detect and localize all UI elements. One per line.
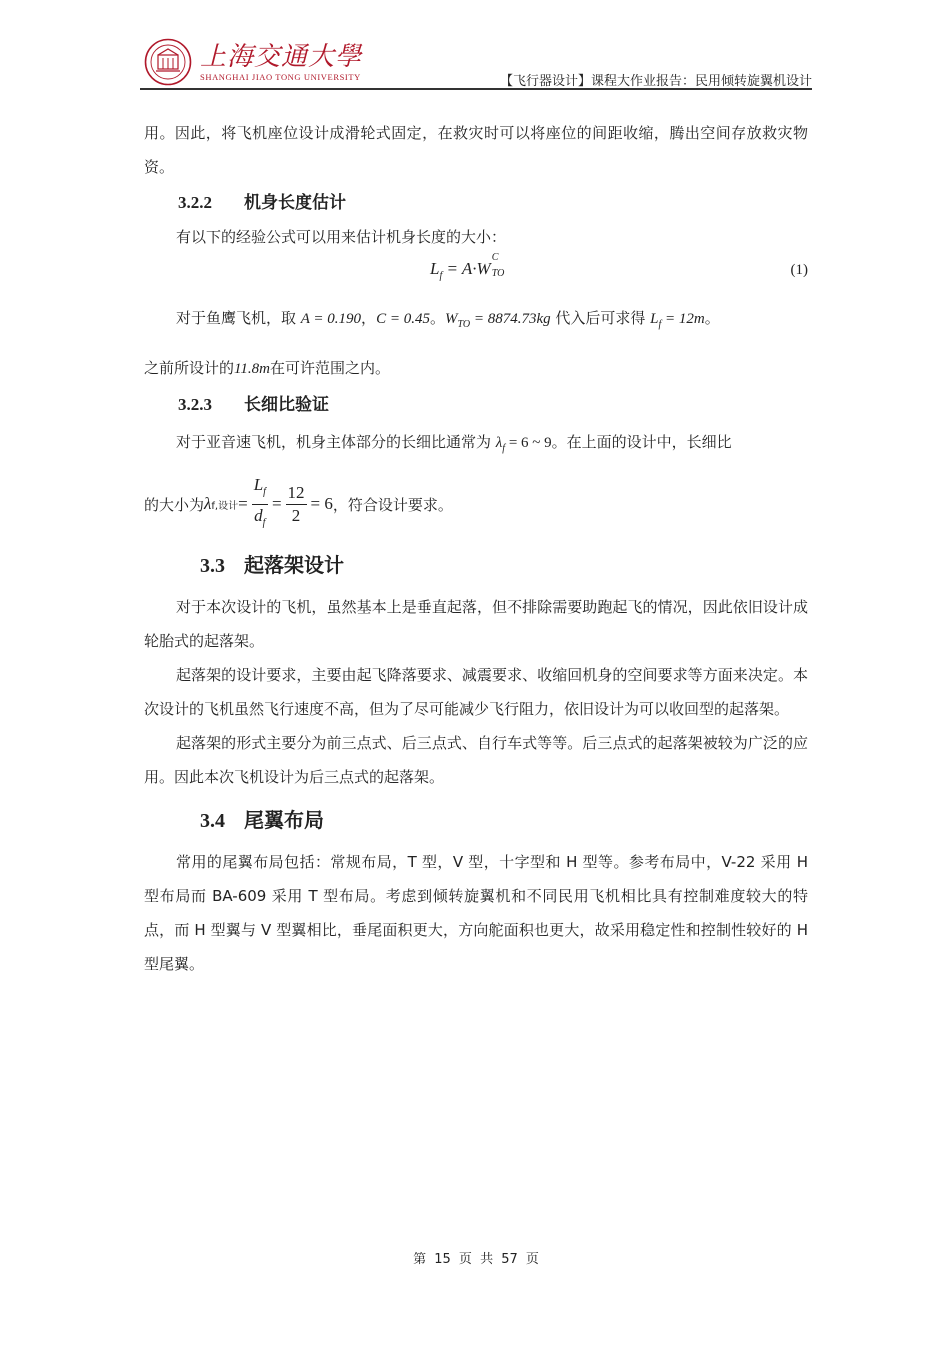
equation-body: $L_f = A\cdot W$ C TO [430,252,505,282]
section-3-2-2-heading [144,186,808,220]
section-title: 长细比验证 [244,395,329,415]
section-number: 3.4 [200,810,225,832]
paragraph-landing-gear-2: 起落架的设计要求，主要由起飞降落要求、减震要求、收缩回机身的空间要求等方面来决定。本次设计的飞机虽然飞行速度不高，但为了尽可能减少飞行阻力，依旧设计为可以收回型的起落架。 [144,666,808,718]
page-number: 第 15 页 共 57 页 [413,1252,539,1267]
fraction-lf-over-df: $\frac{L_f}{d_f}$ [253,475,266,528]
section-number: 3.3 [200,555,225,577]
paragraph-tail-layout: 常用的尾翼布局包括：常规布局，T 型，V 型，十字型和 H 型等。参考布局中，V-22 采用 H 型布局而 BA-609 采用 T 型布局。考虑到倾转旋翼机和不同民用飞机相比具有控制难度较大的特点，而 H 型翼与 V 型翼相比，垂尾面积更大，方向舵面积也更大，故采用稳定性和控制性较好的 H 型尾翼。 [144,853,808,973]
section-title: 机身长度估计 [244,193,346,213]
page-body [144,116,808,981]
paragraph-intro: 用。因此，将飞机座位设计成滑轮式固定，在救灾时可以将座位的间距收缩，腾出空间存放救灾物资。 [144,124,808,176]
university-name-cn: 上海交通大學 [200,42,363,72]
section-title: 尾翼布局 [244,808,324,832]
university-seal-icon [144,38,192,86]
paragraph-landing-gear-1: 对于本次设计的飞机，虽然基本上是垂直起落，但不排除需要助跑起飞的情况，因此依旧设计成轮胎式的起落架。 [144,598,808,650]
equation-1 [144,254,808,298]
section-number: 3.2.2 [178,193,212,212]
fraction-12-over-2: $\frac{12}{2}$ [287,482,305,525]
page-header [140,34,812,90]
paragraph-landing-gear-3: 起落架的形式主要分为前三点式、后三点式、自行车式等等。后三点式的起落架被较为广泛的应用。因此本次飞机设计为后三点式的起落架。 [144,734,808,786]
section-3-3-heading [144,545,808,586]
section-3-2-3-heading [144,388,808,422]
paragraph-values: 对于鱼鹰飞机，取 A = 0.190，C = 0.45。$W_{TO} = 8874.73kg$ 代入后可求得 $L_f = 12m$。 [176,309,720,330]
section-3-4-heading [144,800,808,841]
section-number: 3.2.3 [178,395,212,414]
paragraph-slenderness-ratio: 的大小为 λ f,设计 = $\frac{L_f}{d_f}$ = $\frac{12}{2}$ = 6 ，符合设计要求。 [144,469,808,539]
section-title: 起落架设计 [244,553,344,577]
report-title: 【飞行器设计】课程大作业报告：民用倾转旋翼机设计 [499,74,812,89]
header-divider [140,88,812,90]
paragraph-previous-design: 之前所设计的11.8m在可许范围之内。 [144,359,391,377]
equation-number: (1) [790,262,808,278]
paragraph-formula-intro: 有以下的经验公式可以用来估计机身长度的大小： [176,228,507,246]
university-name-en: SHANGHAI JIAO TONG UNIVERSITY [200,72,361,82]
paragraph-slenderness: 对于亚音速飞机，机身主体部分的长细比通常为 $\lambda_f = 6$ ~ 9。在上面的设计中，长细比 [176,433,732,454]
